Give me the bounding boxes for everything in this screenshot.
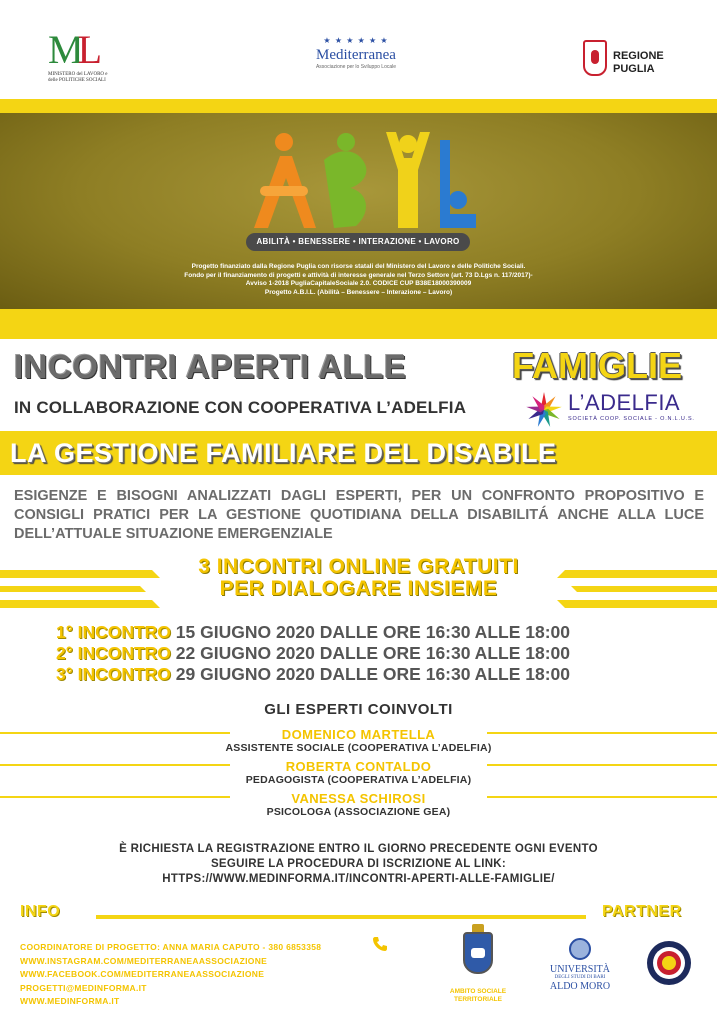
partner-label: PARTNER (602, 903, 682, 920)
expert-name: VANESSA SCHIROSI (291, 791, 426, 806)
contact-website-link[interactable]: WWW.MEDINFORMA.IT (20, 996, 120, 1006)
stars-icon: ★ ★ ★ ★ ★ ★ (323, 36, 389, 45)
ambito-sociale-logo (448, 932, 508, 1014)
contact-email-link[interactable]: PROGETTI@MEDINFORMA.IT (20, 982, 147, 993)
ministero-logo-letters: ML (48, 27, 103, 72)
dates-list (56, 622, 676, 685)
heading-incontri: INCONTRI APERTI ALLE (14, 348, 407, 385)
expert-item (0, 759, 717, 787)
adelfia-name: L’ADELFIA (568, 390, 681, 415)
shield-icon (583, 40, 607, 76)
uni-line-1: UNIVERSITÀ (550, 964, 610, 975)
banner-note-line: Progetto A.B.I.L. (Abilità – Benessere – Interazione – Lavoro) (264, 288, 453, 296)
date-row (56, 622, 676, 643)
mediterranea-logo (296, 36, 416, 86)
banner-top-band (0, 99, 717, 113)
incontro-number: 2° INCONTRO (56, 643, 171, 663)
expert-role: PSICOLOGA (ASSOCIAZIONE GEA) (266, 806, 451, 818)
heading-online (100, 556, 617, 600)
heading-collaborazione: IN COLLABORAZIONE CON COOPERATIVA L’ADELFIA (14, 398, 467, 417)
expert-item (0, 791, 717, 819)
expert-role: PEDAGOGISTA (COOPERATIVA L’ADELFIA) (245, 774, 472, 786)
puglia-label: PUGLIA (613, 63, 655, 75)
phone-icon (372, 936, 388, 952)
csen-logo (646, 940, 692, 986)
registration-link[interactable]: HTTPS://WWW.MEDINFORMA.IT/INCONTRI-APERTI-ALLE-FAMIGLIE/ (162, 873, 555, 885)
incontro-date: 29 GIUGNO 2020 DALLE ORE 16:30 ALLE 18:00 (170, 664, 570, 684)
registration-line: SEGUIRE LA PROCEDURA DI ISCRIZIONE AL LINK: (210, 858, 507, 870)
online-line-2: PER DIALOGARE INSIEME (219, 577, 498, 600)
registration-info (0, 842, 717, 887)
expert-name: ROBERTA CONTALDO (285, 759, 432, 774)
universita-bari-logo (540, 938, 620, 1014)
mediterranea-logo-subtitle: Associazione per lo Sviluppo Locale (315, 64, 397, 70)
registration-line: È RICHIESTA LA REGISTRAZIONE ENTRO IL GIORNO PRECEDENTE OGNI EVENTO (119, 843, 598, 855)
crest-icon (463, 932, 493, 974)
intro-paragraph: ESIGENZE E BISOGNI ANALIZZATI DAGLI ESPERTI, PER UN CONFRONTO PROPOSITIVO E CONSIGLI PRATICI PER LA GESTIONE QUOTIDIANA DELLA DISABILITÁ ANCHE ALLA LUCE DELL’ATTUALE SITUAZIONE EMERGENZIALE (14, 488, 704, 542)
abil-tagline: ABILITÀ • BENESSERE • INTERAZIONE • LAVORO (246, 233, 470, 251)
adelfia-subtitle: SOCIETÀ COOP. SOCIALE - O.N.L.U.S. (568, 416, 695, 422)
heading-esperti: GLI ESPERTI COINVOLTI (264, 701, 453, 718)
banner-note-line: Avviso 1-2018 PugliaCapitaleSociale 2.0. CODICE CUP B38E18000390009 (245, 280, 472, 287)
banner-bottom-band (0, 309, 717, 339)
incontro-date: 22 GIUGNO 2020 DALLE ORE 16:30 ALLE 18:00 (170, 643, 570, 663)
university-seal-icon (569, 938, 591, 960)
ambito-line-2: TERRITORIALE (454, 996, 502, 1003)
info-label: INFO (20, 903, 61, 920)
adelfia-logo (524, 390, 714, 430)
online-line-1: 3 INCONTRI ONLINE GRATUITI (198, 555, 519, 578)
banner-note-line: Fondo per il finanziamento di progetti e attività di interesse generale nel Terzo Settore (art. 73 D.Lgs n. 117/2017)- (184, 271, 533, 279)
expert-item (0, 727, 717, 755)
uni-line-2: DEGLI STUDI DI BARI (554, 975, 606, 980)
contact-coordinator: COORDINATORE DI PROGETTO: ANNA MARIA CAPUTO - 380 6853358 (20, 942, 322, 952)
incontro-date: 15 GIUGNO 2020 DALLE ORE 16:30 ALLE 18:00 (170, 622, 570, 642)
date-row (56, 643, 676, 664)
mediterranea-logo-name: Mediterranea (316, 47, 396, 63)
ambito-line-1: AMBITO SOCIALE (449, 988, 507, 995)
expert-role: ASSISTENTE SOCIALE (COOPERATIVA L’ADELFIA) (225, 742, 492, 754)
regione-puglia-logo (583, 40, 683, 84)
contact-instagram-link[interactable]: WWW.INSTAGRAM.COM/MEDITERRANEAASSOCIAZIONE (20, 955, 268, 966)
banner-funding-note (170, 263, 547, 297)
contacts-list (20, 941, 420, 1009)
heading-gestione: LA GESTIONE FAMILIARE DEL DISABILE (10, 438, 557, 468)
contact-facebook-link[interactable]: WWW.FACEBOOK.COM/MEDITERRANEAASSOCIAZIONE (20, 969, 265, 979)
ministero-logo-subtitle: MINISTERO del LAVORO e delle POLITICHE SOCIALI (48, 72, 108, 83)
heading-famiglie: FAMIGLIE (512, 345, 682, 386)
uni-line-3: ALDO MORO (549, 981, 611, 992)
adelfia-star-icon (524, 390, 564, 430)
abil-figures-logo (246, 130, 476, 230)
incontro-number: 3° INCONTRO (56, 664, 171, 684)
incontro-number: 1° INCONTRO (56, 622, 171, 642)
info-divider (96, 915, 586, 919)
date-row (56, 664, 676, 685)
banner-note-line: Progetto finanziato dalla Regione Puglia con risorse statali del Ministero del Lavoro e delle Politiche Sociali. (191, 263, 526, 270)
ministero-logo (48, 27, 108, 88)
regione-label: REGIONE (613, 50, 664, 62)
expert-name: DOMENICO MARTELLA (281, 727, 436, 742)
